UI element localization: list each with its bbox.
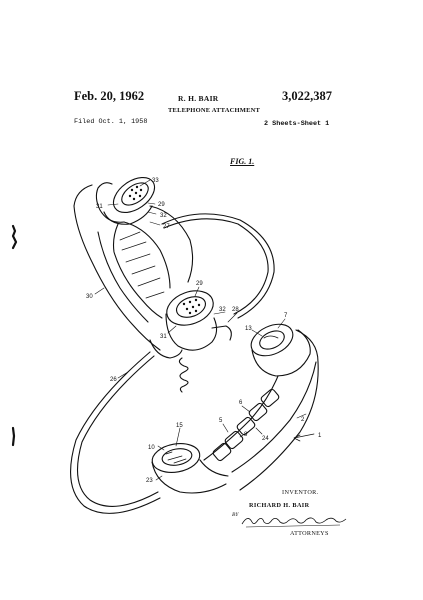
- ref-7: 7: [284, 313, 288, 319]
- scan-mark: [13, 428, 14, 445]
- button-row: [212, 388, 280, 461]
- ref-30: 30: [86, 294, 93, 300]
- ref-28: 28: [232, 307, 239, 313]
- ref-13: 13: [245, 326, 252, 332]
- ref-27: 27: [163, 224, 170, 230]
- ref-32-upper: 32: [160, 213, 167, 219]
- lower-right-cup: [246, 318, 298, 362]
- ref-32-lower: 32: [219, 307, 226, 313]
- ref-29-upper: 29: [158, 202, 165, 208]
- ref-2: 2: [301, 417, 305, 423]
- coil-cord: [179, 358, 188, 392]
- inventor-label: INVENTOR.: [282, 489, 319, 496]
- ref-29-lower: 29: [196, 281, 203, 287]
- ref-23: 23: [146, 478, 153, 484]
- lower-handset: [150, 318, 318, 493]
- ref-15: 15: [176, 423, 183, 429]
- figure-label: FIG. 1.: [230, 157, 255, 166]
- sheet-count: 2 Sheets-Sheet 1: [264, 120, 330, 128]
- ref-6: 6: [239, 400, 243, 406]
- patent-date: Feb. 20, 1962: [74, 89, 145, 103]
- ref-8: 8: [244, 432, 248, 438]
- ref-24: 24: [262, 436, 269, 442]
- inventor-header: R. H. BAIR: [178, 94, 219, 103]
- ref-33: 33: [152, 178, 159, 184]
- attachment-face: [162, 285, 218, 331]
- patent-number: 3,022,387: [282, 89, 332, 103]
- ref-10: 10: [148, 445, 155, 451]
- ref-31-upper: 31: [96, 204, 103, 210]
- attorney-signature: [240, 512, 350, 530]
- ref-26: 26: [110, 377, 117, 383]
- attorneys-label: ATTORNEYS: [290, 530, 329, 537]
- inventor-name: RICHARD H. BAIR: [249, 502, 310, 509]
- filed-date: Filed Oct. 1, 1958: [74, 118, 148, 126]
- scan-mark: [13, 226, 16, 248]
- by-label: BY: [232, 512, 239, 518]
- patent-title: TELEPHONE ATTACHMENT: [168, 107, 261, 114]
- ref-31-lower: 31: [160, 334, 167, 340]
- ref-5: 5: [219, 418, 223, 424]
- ref-1: 1: [318, 433, 322, 439]
